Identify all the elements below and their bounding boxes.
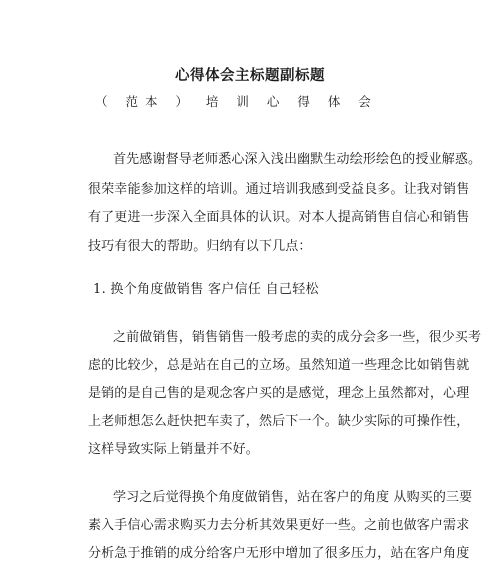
paragraph-line: 很荣幸能参加这样的培训。通过培训我感到受益良多。让我对销售 xyxy=(88,182,470,197)
paragraph-line: 分析急于推销的成分给客户无形中增加了很多压力，站在客户角度 xyxy=(88,546,470,561)
paragraph-line: 素入手信心需求购买力去分析其效果更好一些。之前也做客户需求 xyxy=(88,518,470,533)
paragraph-line: 这样导致实际上销量并不好。 xyxy=(88,442,259,457)
paragraph-line: 虑的比较少，总是站在自己的立场。虽然知道一些理念比如销售就 xyxy=(88,358,470,373)
document-subtitle: （ 范本 ） 培 训 心 得 体 会 xyxy=(95,94,378,109)
paragraph-line: 学习之后觉得换个角度做销售，站在客户的角度 从购买的三要 xyxy=(113,490,473,505)
section-heading: 1. 换个角度做销售 客户信任 自己轻松 xyxy=(93,282,319,297)
paragraph-line: 有了更进一步深入全面具体的认识。对本人提高销售自信心和销售 xyxy=(88,210,470,225)
paragraph-line: 上老师想怎么赶快把车卖了，然后下一个。缺少实际的可操作性， xyxy=(88,414,470,429)
paragraph-line: 之前做销售，销售销售一般考虑的卖的成分会多一些，很少买考 xyxy=(113,330,482,345)
paragraph-line: 首先感谢督导老师悉心深入浅出幽默生动绘形绘色的授业解惑。 xyxy=(113,152,482,167)
paragraph-line: 技巧有很大的帮助。归纳有以下几点： xyxy=(88,239,312,254)
document-title: 心得体会主标题副标题 xyxy=(175,67,325,84)
paragraph-line: 是销的是自己售的是观念客户买的是感觉，理念上虽然都对，心理 xyxy=(88,386,470,401)
